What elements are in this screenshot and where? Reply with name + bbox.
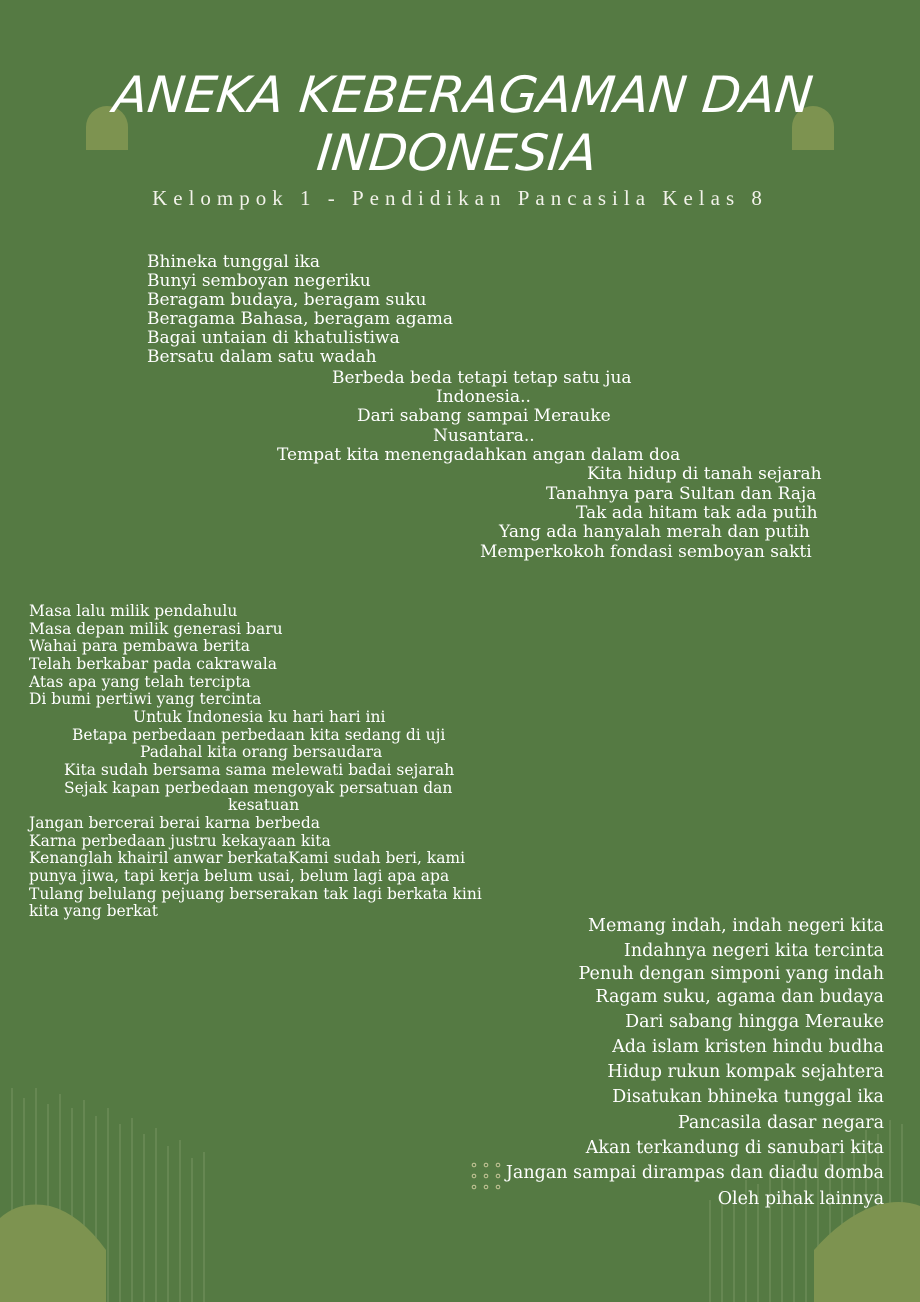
poem-line: Sejak kapan perbedaan mengoyak persatuan dan — [64, 779, 453, 797]
page-title-line-2: INDONESIA — [314, 124, 600, 182]
poem-line: Memang indah, indah negeri kita — [588, 916, 884, 936]
hill-decoration-left — [0, 1200, 110, 1302]
poem-line: Jangan sampai dirampas dan diadu domba — [505, 1163, 884, 1183]
poem-line: Kita hidup di tanah sejarah — [587, 464, 822, 484]
poem-line: Memperkokoh fondasi semboyan sakti — [480, 542, 812, 562]
poem-line: Beragam budaya, beragam suku — [147, 290, 427, 310]
poem-line: Dari sabang hingga Merauke — [625, 1012, 884, 1032]
poem-line: Kita sudah bersama sama melewati badai sejarah — [64, 761, 455, 779]
poem-line: Untuk Indonesia ku hari hari ini — [133, 708, 386, 726]
poem-line: Wahai para pembawa berita — [29, 637, 250, 655]
dot-grid-decoration — [470, 1161, 506, 1193]
poem-line: Tempat kita menengadahkan angan dalam doa — [277, 445, 681, 465]
page-title-line-1: ANEKA KEBERAGAMAN DAN — [110, 66, 816, 124]
poem-line: Bunyi semboyan negeriku — [147, 271, 371, 291]
poem-line: Atas apa yang telah tercipta — [29, 673, 251, 691]
poem-line: Telah berkabar pada cakrawala — [29, 655, 277, 673]
poem-line: Ragam suku, agama dan budaya — [595, 987, 884, 1007]
poem-line: Dari sabang sampai Merauke — [357, 406, 611, 426]
poem-line: Bhineka tunggal ika — [147, 252, 321, 272]
poem-line: Yang ada hanyalah merah dan putih — [499, 522, 810, 542]
poem-line: Tak ada hitam tak ada putih — [576, 503, 818, 523]
poem-line: Tanahnya para Sultan dan Raja — [546, 484, 817, 504]
poem-line: Bersatu dalam satu wadah — [147, 347, 377, 367]
poem-line: Akan terkandung di sanubari kita — [585, 1138, 884, 1158]
poem-line: punya jiwa, tapi kerja belum usai, belum lagi apa apa — [29, 867, 450, 885]
poem-line: Indonesia.. — [436, 387, 531, 407]
poem-line: Padahal kita orang bersaudara — [140, 743, 383, 761]
poem-line: Betapa perbedaan perbedaan kita sedang di uji — [72, 726, 446, 744]
poem-line: Kenanglah khairil anwar berkataKami sudah beri, kami — [29, 849, 466, 867]
poem-line: Disatukan bhineka tunggal ika — [612, 1087, 884, 1107]
poem-line: Ada islam kristen hindu budha — [612, 1037, 884, 1057]
poem-line: Beragama Bahasa, beragam agama — [147, 309, 454, 329]
poem-line: Di bumi pertiwi yang tercinta — [29, 690, 262, 708]
poem-line: Berbeda beda tetapi tetap satu jua — [332, 368, 632, 388]
hill-decoration-right — [812, 1198, 920, 1302]
poem-line: Penuh dengan simponi yang indah — [578, 964, 884, 984]
poem-line: Hidup rukun kompak sejahtera — [607, 1062, 884, 1082]
poem-line: Masa lalu milik pendahulu — [29, 602, 238, 620]
poem-line: Jangan bercerai berai karna berbeda — [29, 814, 320, 832]
poem-line: kita yang berkat — [29, 902, 158, 920]
poem-line: kesatuan — [228, 796, 300, 814]
poem-line: Tulang belulang pejuang berserakan tak lagi berkata kini — [29, 885, 482, 903]
poem-line: Nusantara.. — [433, 426, 535, 446]
poem-line: Oleh pihak lainnya — [717, 1189, 884, 1209]
poem-line: Indahnya negeri kita tercinta — [623, 941, 884, 961]
poem-line: Karna perbedaan justru kekayaan kita — [29, 832, 331, 850]
poem-line: Bagai untaian di khatulistiwa — [147, 328, 400, 348]
page-title — [54, 66, 866, 182]
page-subtitle: Kelompok 1 - Pendidikan Pancasila Kelas 8 — [152, 186, 768, 210]
poem-line: Pancasila dasar negara — [677, 1113, 884, 1133]
poem-line: Masa depan milik generasi baru — [29, 620, 283, 638]
